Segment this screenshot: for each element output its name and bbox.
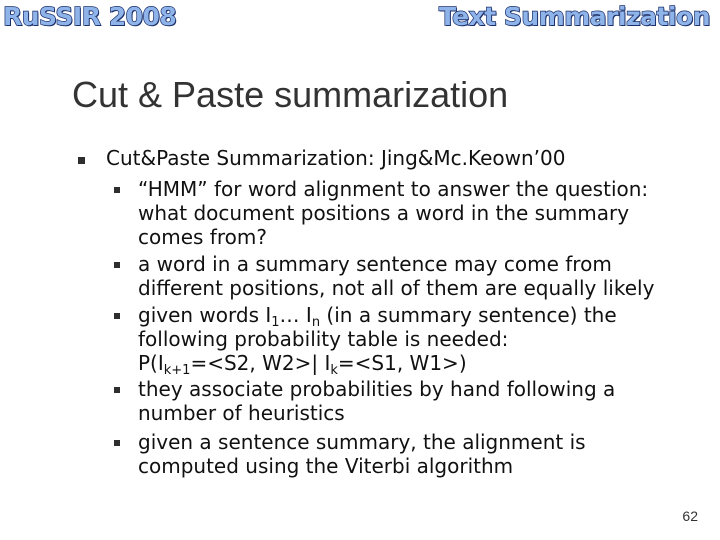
bullet-square-icon [114,387,120,393]
text-line: number of heuristics [138,401,345,425]
russir-logo: RuSSIR 2008 [3,2,177,31]
text-fragment: P(I [138,351,164,375]
subscript: k [330,363,338,378]
sub-bullet-text [138,430,586,478]
text-line: different positions, not all of them are equally likely [138,276,655,300]
bullet-square-icon [114,440,120,446]
text-line: given a sentence summary, the alignment is [138,430,586,454]
text-fragment: … I [279,303,312,327]
bullet-square-icon [78,157,85,164]
text-line: a word in a summary sentence may come from [138,252,612,276]
text-line: following probability table is needed: [138,327,509,351]
subscript: k+1 [163,363,191,378]
bullet-square-icon [114,262,120,268]
text-fragment: given words I [138,303,272,327]
bullet-square-icon [114,187,120,193]
page-number: 62 [682,508,698,524]
text-line [138,351,617,378]
bullet-square-icon [114,313,120,319]
text-fragment: =<S2, W2>| I [190,351,331,375]
text-fragment: (in a summary sentence) the [320,303,617,327]
subscript: n [311,315,321,330]
sub-bullet-text [138,177,648,249]
text-summarization-logo: Text Summarization [438,2,710,31]
sub-bullet-text [138,303,617,378]
text-line [138,303,617,330]
text-line: “HMM” for word alignment to answer the question: [138,177,649,201]
text-line: computed using the Viterbi algorithm [138,454,514,478]
main-bullet-text: Cut&Paste Summarization: Jing&Mc.Keown’00 [106,146,566,170]
sub-bullet-text [138,252,654,300]
subscript: 1 [271,315,280,330]
text-fragment: =<S1, W1>) [337,351,467,375]
text-line: they associate probabilities by hand following a [138,377,616,401]
text-line: what document positions a word in the summary [138,201,630,225]
text-line: comes from? [138,225,267,249]
sub-bullet-text [138,377,615,425]
slide-title: Cut & Paste summarization [72,74,509,115]
